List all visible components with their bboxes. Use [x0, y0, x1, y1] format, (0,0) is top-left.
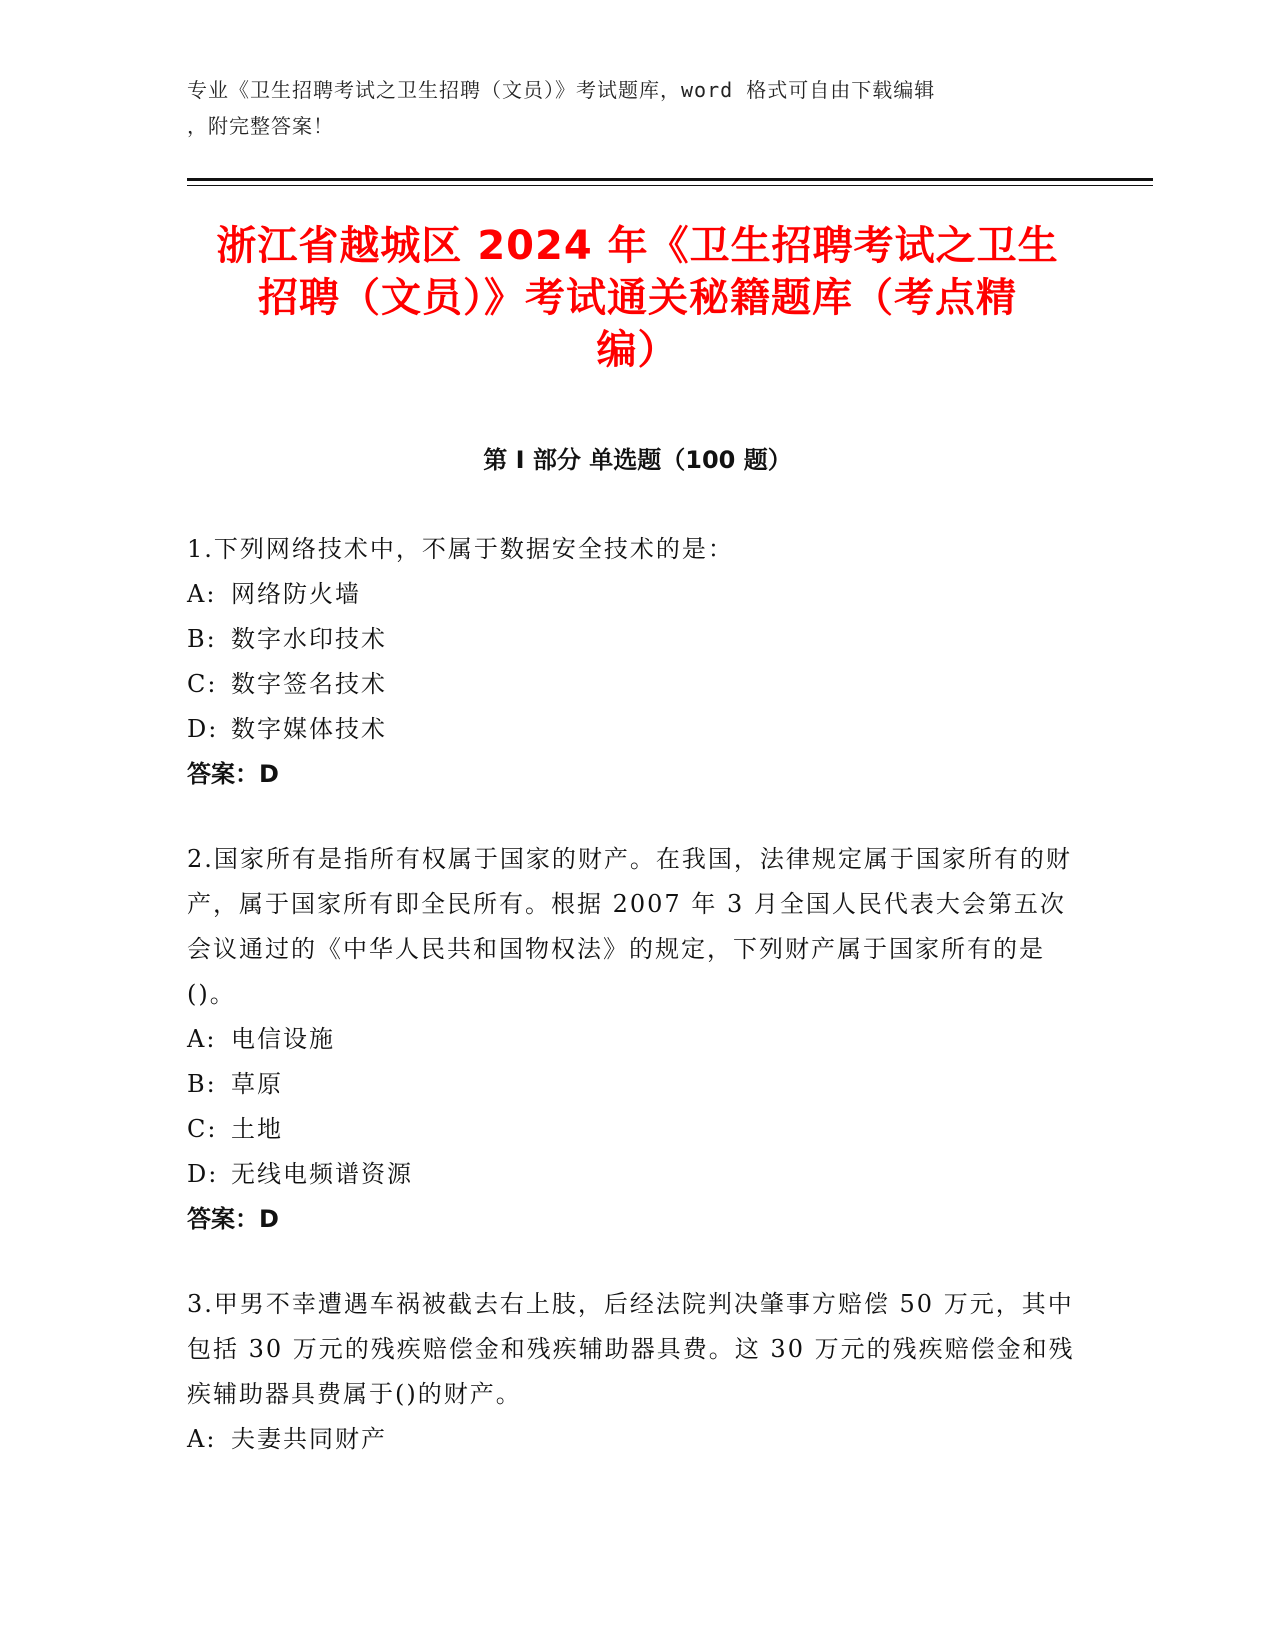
- header-divider-thin: [187, 185, 1153, 186]
- option-text: 土地: [231, 1115, 283, 1143]
- option-letter: C:: [187, 670, 218, 698]
- header-note-line-2: ，附完整答案！: [187, 114, 334, 138]
- document-title-line-3: 编）: [596, 327, 679, 373]
- option-letter: D:: [187, 715, 219, 743]
- answer-label: 答案：D: [187, 1205, 279, 1233]
- option-a: [187, 1017, 1087, 1062]
- document-title: [150, 220, 1125, 376]
- option-letter: A:: [187, 1425, 217, 1453]
- option-a: [187, 1417, 1087, 1462]
- question-2: [187, 837, 1087, 1242]
- option-text: 网络防火墙: [231, 580, 361, 608]
- option-letter: A:: [187, 1025, 217, 1053]
- option-text: 数字签名技术: [231, 670, 387, 698]
- option-d: [187, 1152, 1087, 1197]
- option-text: 电信设施: [231, 1025, 335, 1053]
- option-text: 数字媒体技术: [231, 715, 387, 743]
- option-text: 无线电频谱资源: [231, 1160, 413, 1188]
- header-note-line-1: 专业《卫生招聘考试之卫生招聘（文员）》考试题库，word 格式可自由下载编辑: [187, 78, 936, 102]
- option-letter: A:: [187, 580, 217, 608]
- option-text: 夫妻共同财产: [231, 1425, 387, 1453]
- option-d: [187, 707, 1087, 752]
- answer-label: 答案：D: [187, 760, 279, 788]
- option-text: 数字水印技术: [231, 625, 387, 653]
- option-b: [187, 1062, 1087, 1107]
- section-heading: 第 I 部分 单选题（100 题）: [483, 446, 792, 474]
- question-stem: 2.国家所有是指所有权属于国家的财产。在我国，法律规定属于国家所有的财产，属于国家所有即全民所有。根据 2007 年 3 月全国人民代表大会第五次会议通过的《中华人民共和国物权法》的规定，下列财产属于国家所有的是()。: [187, 845, 1072, 1008]
- option-c: [187, 1107, 1087, 1152]
- question-list: [187, 527, 1087, 1502]
- option-letter: D:: [187, 1160, 219, 1188]
- option-b: [187, 617, 1087, 662]
- question-stem: 1.下列网络技术中，不属于数据安全技术的是：: [187, 535, 734, 563]
- header-divider-thick: [187, 178, 1153, 181]
- option-letter: B:: [187, 625, 217, 653]
- question-3: [187, 1282, 1087, 1462]
- header-note: [187, 72, 1087, 144]
- option-a: [187, 572, 1087, 617]
- option-letter: B:: [187, 1070, 217, 1098]
- document-title-line-1: 浙江省越城区 2024 年《卫生招聘考试之卫生: [216, 223, 1059, 269]
- option-letter: C:: [187, 1115, 218, 1143]
- document-title-line-2: 招聘（文员）》考试通关秘籍题库（考点精: [258, 275, 1017, 321]
- option-c: [187, 662, 1087, 707]
- question-stem: 3.甲男不幸遭遇车祸被截去右上肢，后经法院判决肇事方赔偿 50 万元，其中包括 30 万元的残疾赔偿金和残疾辅助器具费。这 30 万元的残疾赔偿金和残疾辅助器具费属于()的财产。: [187, 1290, 1075, 1408]
- question-1: [187, 527, 1087, 797]
- option-text: 草原: [231, 1070, 283, 1098]
